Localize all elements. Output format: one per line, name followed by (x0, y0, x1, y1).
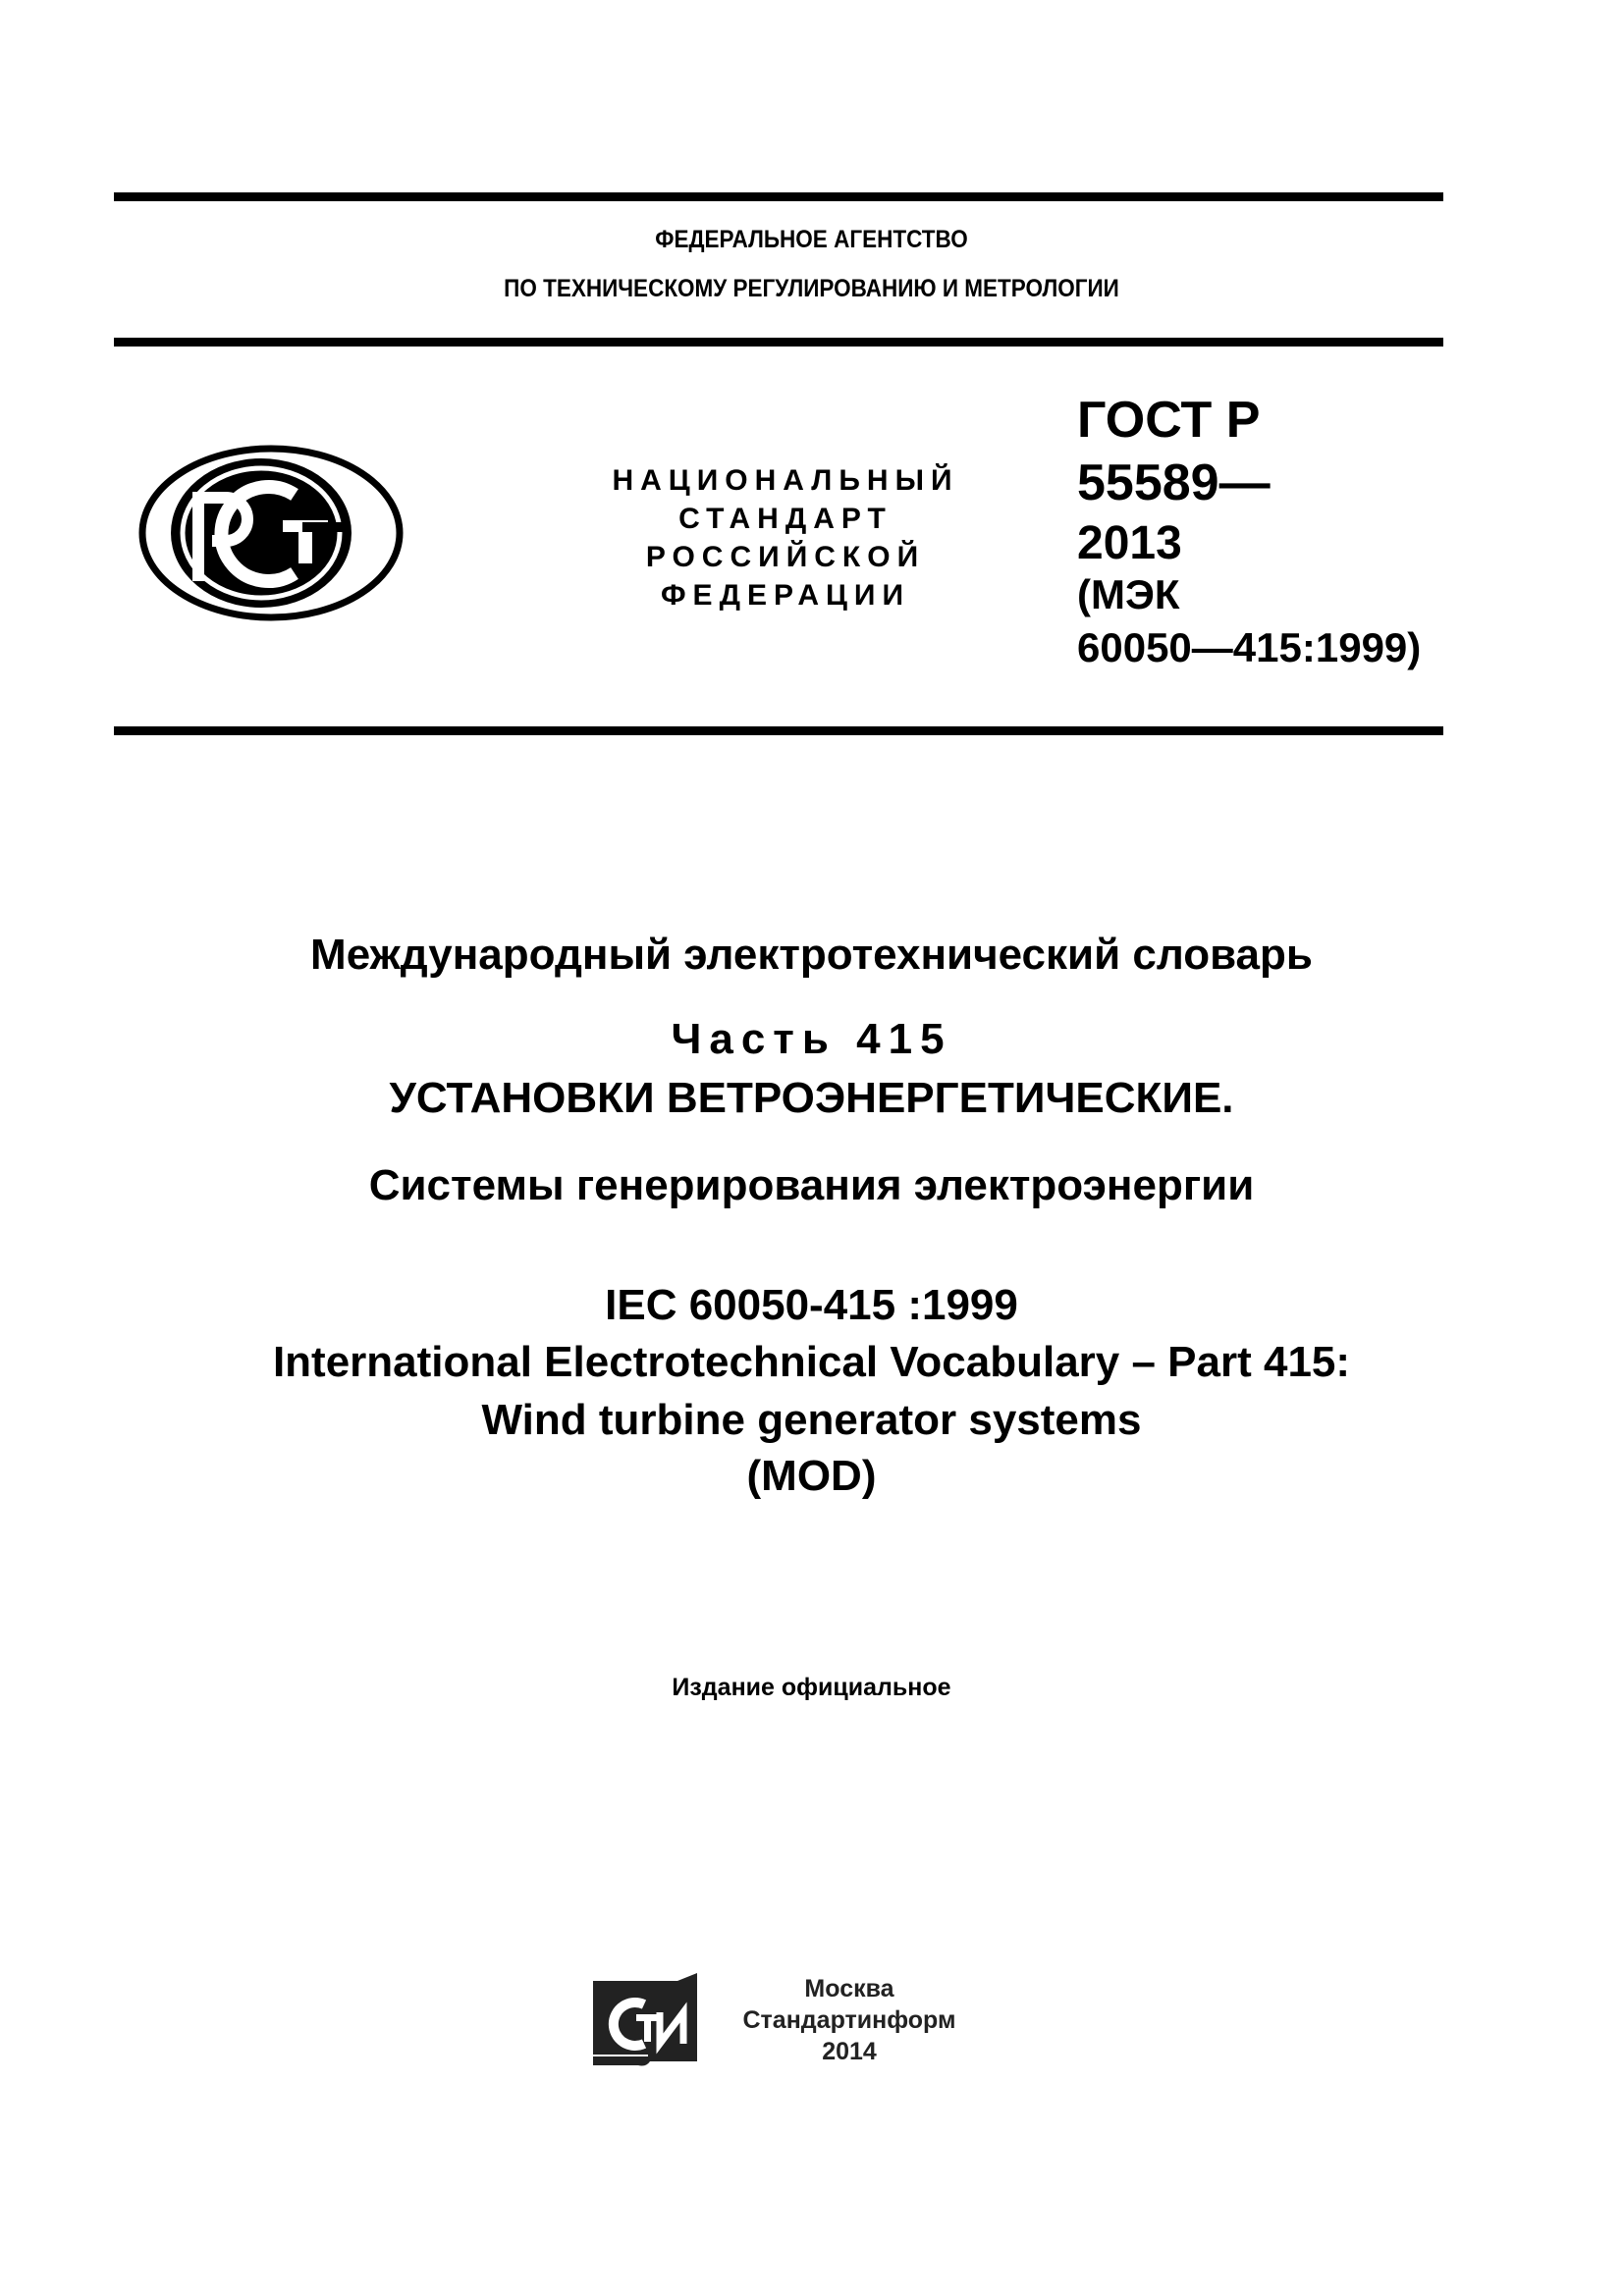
rst-logo (137, 444, 405, 622)
publisher-name: Стандартинформ (742, 2006, 956, 2034)
sti-logo (589, 1971, 703, 2069)
subtitle: Системы генерирования электроэнергии (368, 1161, 1255, 1209)
agency-line-2: ПО ТЕХНИЧЕСКОМУ РЕГУЛИРОВАНИЮ И МЕТРОЛОГИИ (504, 275, 1119, 302)
iec-subtitle: Wind turbine generator systems (481, 1396, 1142, 1444)
header-rule (114, 338, 1443, 347)
national-line: НАЦИОНАЛЬНЫЙ (612, 464, 959, 497)
part-number: Часть 415 (671, 1015, 952, 1063)
top-rule (114, 192, 1443, 201)
iec-ref-line-2: 60050—415:1999) (1077, 624, 1422, 670)
edition-label: Издание официальное (672, 1674, 951, 1701)
document-title: Международный электротехнический словарь (310, 931, 1313, 979)
publisher-city: Москва (804, 1975, 894, 2002)
iec-title: International Electrotechnical Vocabulary – Part 415: (272, 1338, 1351, 1386)
iec-ref-line-1: (МЭК (1077, 571, 1180, 617)
block-rule (114, 726, 1443, 735)
subject-title: УСТАНОВКИ ВЕТРОЭНЕРГЕТИЧЕСКИЕ. (389, 1074, 1234, 1122)
gost-year: 2013 (1077, 517, 1182, 569)
gost-number: 55589— (1077, 454, 1271, 511)
publisher-info (727, 1973, 972, 2067)
publisher-year: 2014 (822, 2038, 877, 2065)
national-line: РОССИЙСКОЙ (645, 541, 926, 573)
agency-line-1: ФЕДЕРАЛЬНОЕ АГЕНТСТВО (655, 226, 968, 253)
national-line: СТАНДАРТ (678, 503, 893, 535)
national-standard-label (550, 461, 1021, 614)
iec-number: IEC 60050-415 :1999 (605, 1281, 1018, 1329)
national-line: ФЕДЕРАЦИИ (660, 579, 911, 612)
gost-designation: ГОСТ Р (1077, 392, 1261, 449)
mod-label: (MOD) (746, 1452, 877, 1500)
